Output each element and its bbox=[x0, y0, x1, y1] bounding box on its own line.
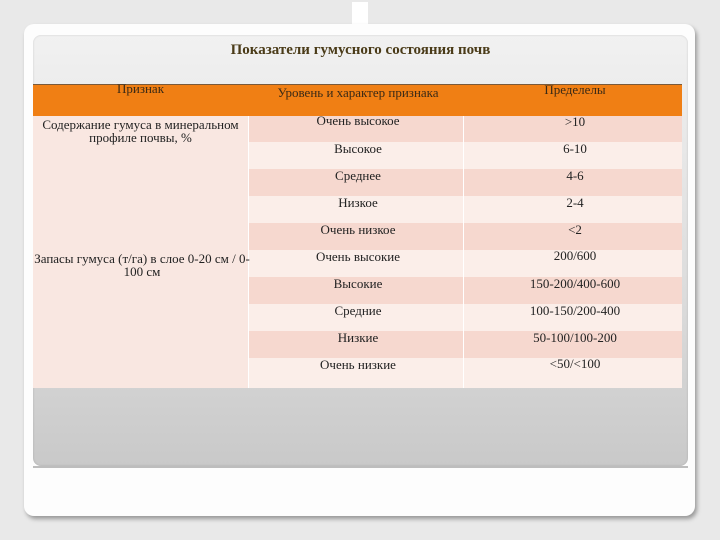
level-cell: Высокое bbox=[334, 141, 382, 156]
group-label-humus-content: Содержание гумуса в минеральном профиле почвы, % bbox=[42, 117, 239, 145]
level-cell: Среднее bbox=[335, 168, 381, 183]
range-cell: 150-200/400-600 bbox=[529, 276, 621, 291]
header-limits: Пределелы bbox=[544, 82, 606, 97]
level-cell: Низкие bbox=[337, 330, 379, 345]
range-cell: 2-4 bbox=[566, 195, 584, 210]
range-cell: 200/600 bbox=[553, 248, 597, 263]
header-level: Уровень и характер признака bbox=[277, 85, 439, 100]
slide-top-tab bbox=[352, 2, 368, 26]
slide-title: Показатели гумусного состояния почв bbox=[230, 42, 491, 58]
group-label-humus-reserves: Запасы гумуса (т/га) в слое 0-20 см / 0-100 см bbox=[34, 251, 250, 279]
level-cell: Очень низкое bbox=[320, 222, 396, 237]
range-cell: <50/<100 bbox=[549, 356, 601, 371]
level-cell: Средние bbox=[334, 303, 382, 318]
range-cell: >10 bbox=[564, 114, 586, 129]
bottom-rule bbox=[33, 466, 688, 468]
header-feature: Признак bbox=[116, 81, 165, 96]
range-cell: <2 bbox=[568, 222, 582, 237]
range-cell: 50-100/100-200 bbox=[533, 330, 617, 345]
level-cell: Очень высокое bbox=[316, 113, 400, 128]
level-cell: Очень низкие bbox=[320, 357, 396, 372]
range-cell: 6-10 bbox=[563, 141, 587, 156]
range-cell: 100-150/200-400 bbox=[529, 303, 621, 318]
level-cell: Очень высокие bbox=[315, 249, 401, 264]
level-cell: Низкое bbox=[338, 195, 378, 210]
range-cell: 4-6 bbox=[566, 168, 584, 183]
level-cell: Высокие bbox=[333, 276, 383, 291]
